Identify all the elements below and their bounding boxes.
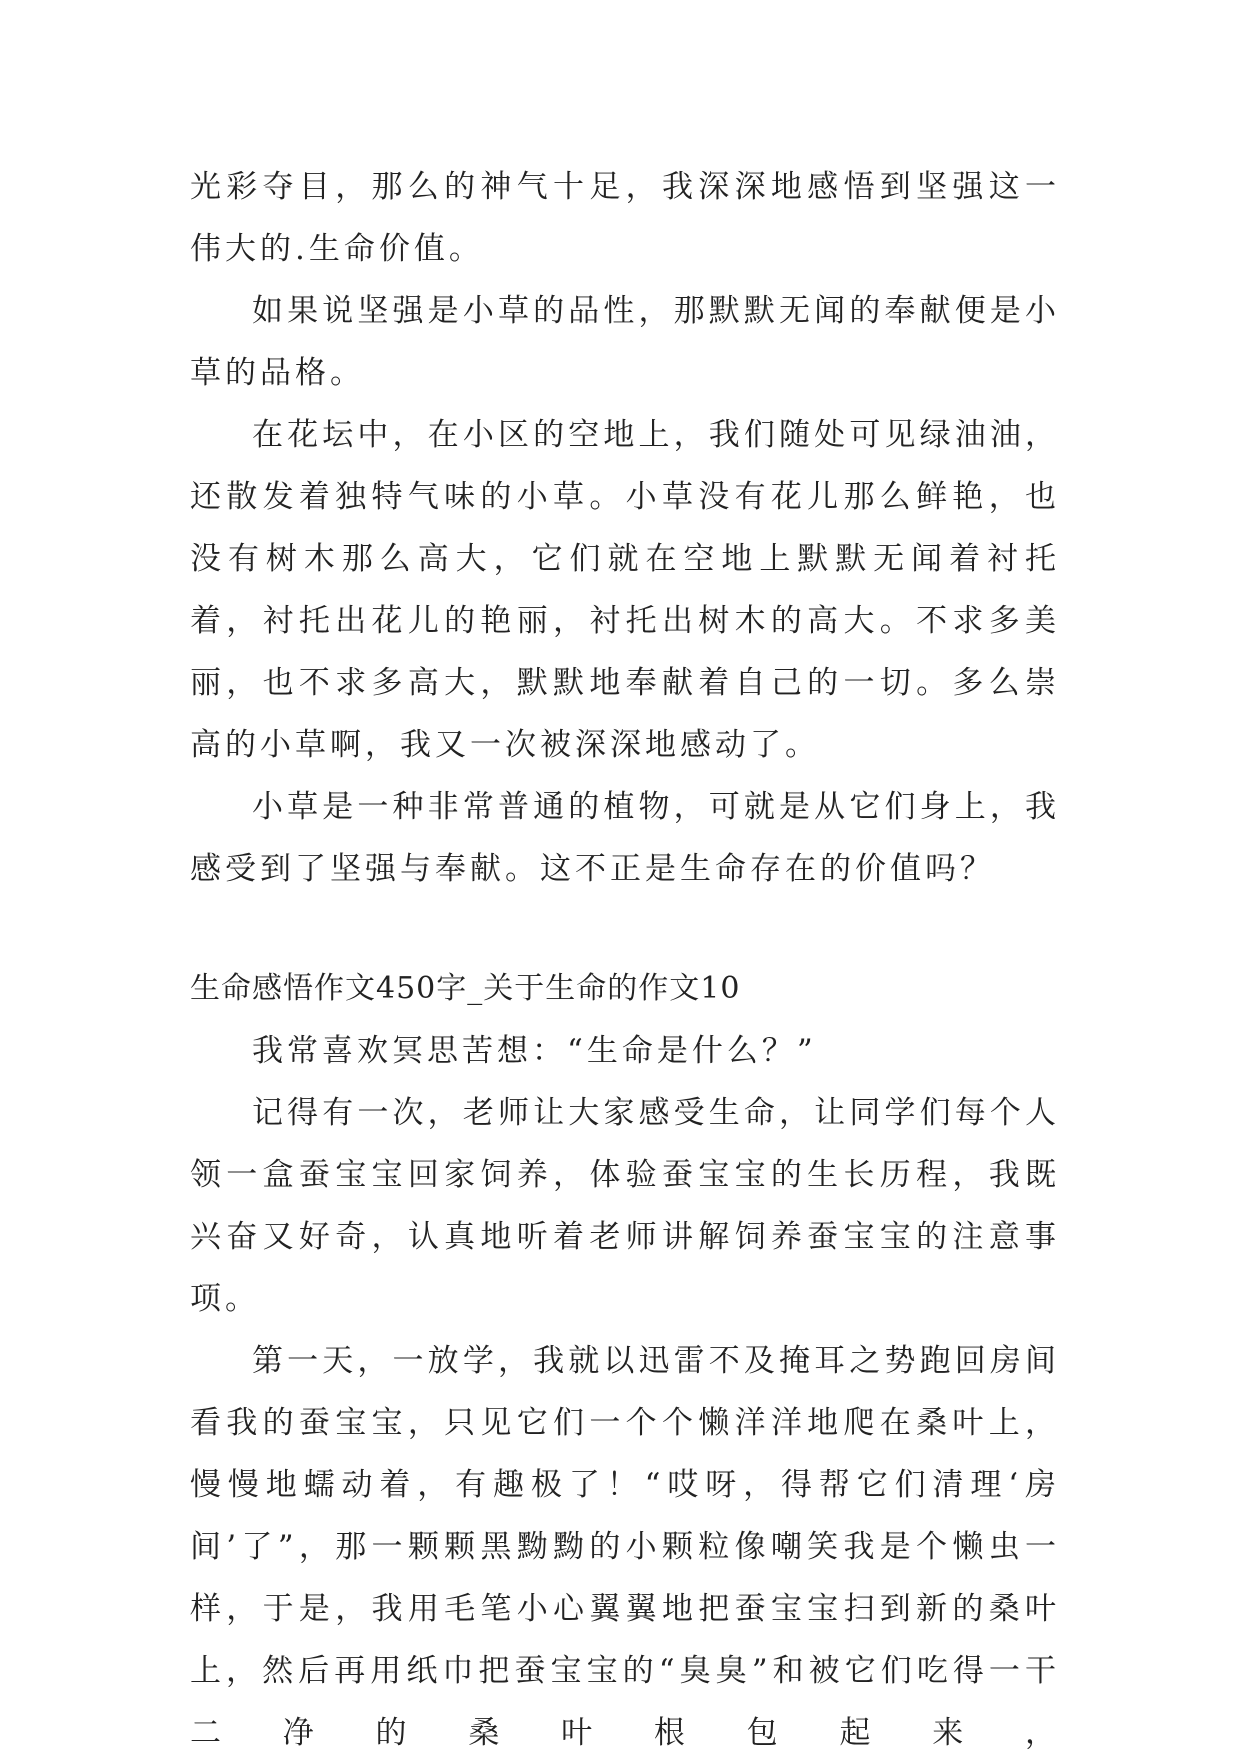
paragraph: 如果说坚强是小草的品性，那默默无闻的奉献便是小草的品格。 [190,293,1060,391]
paragraph: 第一天，一放学，我就以迅雷不及掩耳之势跑回房间看我的蚕宝宝，只见它们一个个懒洋洋地爬在桑叶上，慢慢地蠕动着，有趣极了！“哎呀，得帮它们清理‘房间’了”，那一颗颗黑黝黝的小颗粒像嘲笑我是个懒虫一样，于是，我用毛笔小心翼翼地把蚕宝宝扫到新的桑叶上，然后再用纸巾把蚕宝宝的“臭臭”和被它们吃得一干二净的桑叶根包起来， [190,1343,1060,1751]
section-gap [190,900,1060,958]
paragraph-continuation: 光彩夺目，那么的神气十足，我深深地感悟到坚强这一伟大的.生命价值。 [190,169,1060,267]
paragraph: 小草是一种非常普通的植物，可就是从它们身上，我感受到了坚强与奉献。这不正是生命存在的价值吗？ [190,789,1060,887]
paragraph: 在花坛中，在小区的空地上，我们随处可见绿油油，还散发着独特气味的小草。小草没有花儿那么鲜艳，也没有树木那么高大，它们就在空地上默默无闻着衬托着，衬托出花儿的艳丽，衬托出树木的高大。不求多美丽，也不求多高大，默默地奉献着自己的一切。多么崇高的小草啊，我又一次被深深地感动了。 [190,417,1060,763]
paragraph: 我常喜欢冥思苦想：“生命是什么？” [252,1033,817,1069]
section-title: 生命感悟作文450字_关于生命的作文10 [190,971,741,1006]
document-body [190,156,1060,1764]
paragraph: 记得有一次，老师让大家感受生命，让同学们每个人领一盒蚕宝宝回家饲养，体验蚕宝宝的生长历程，我既兴奋又好奇，认真地听着老师讲解饲养蚕宝宝的注意事项。 [190,1095,1060,1317]
